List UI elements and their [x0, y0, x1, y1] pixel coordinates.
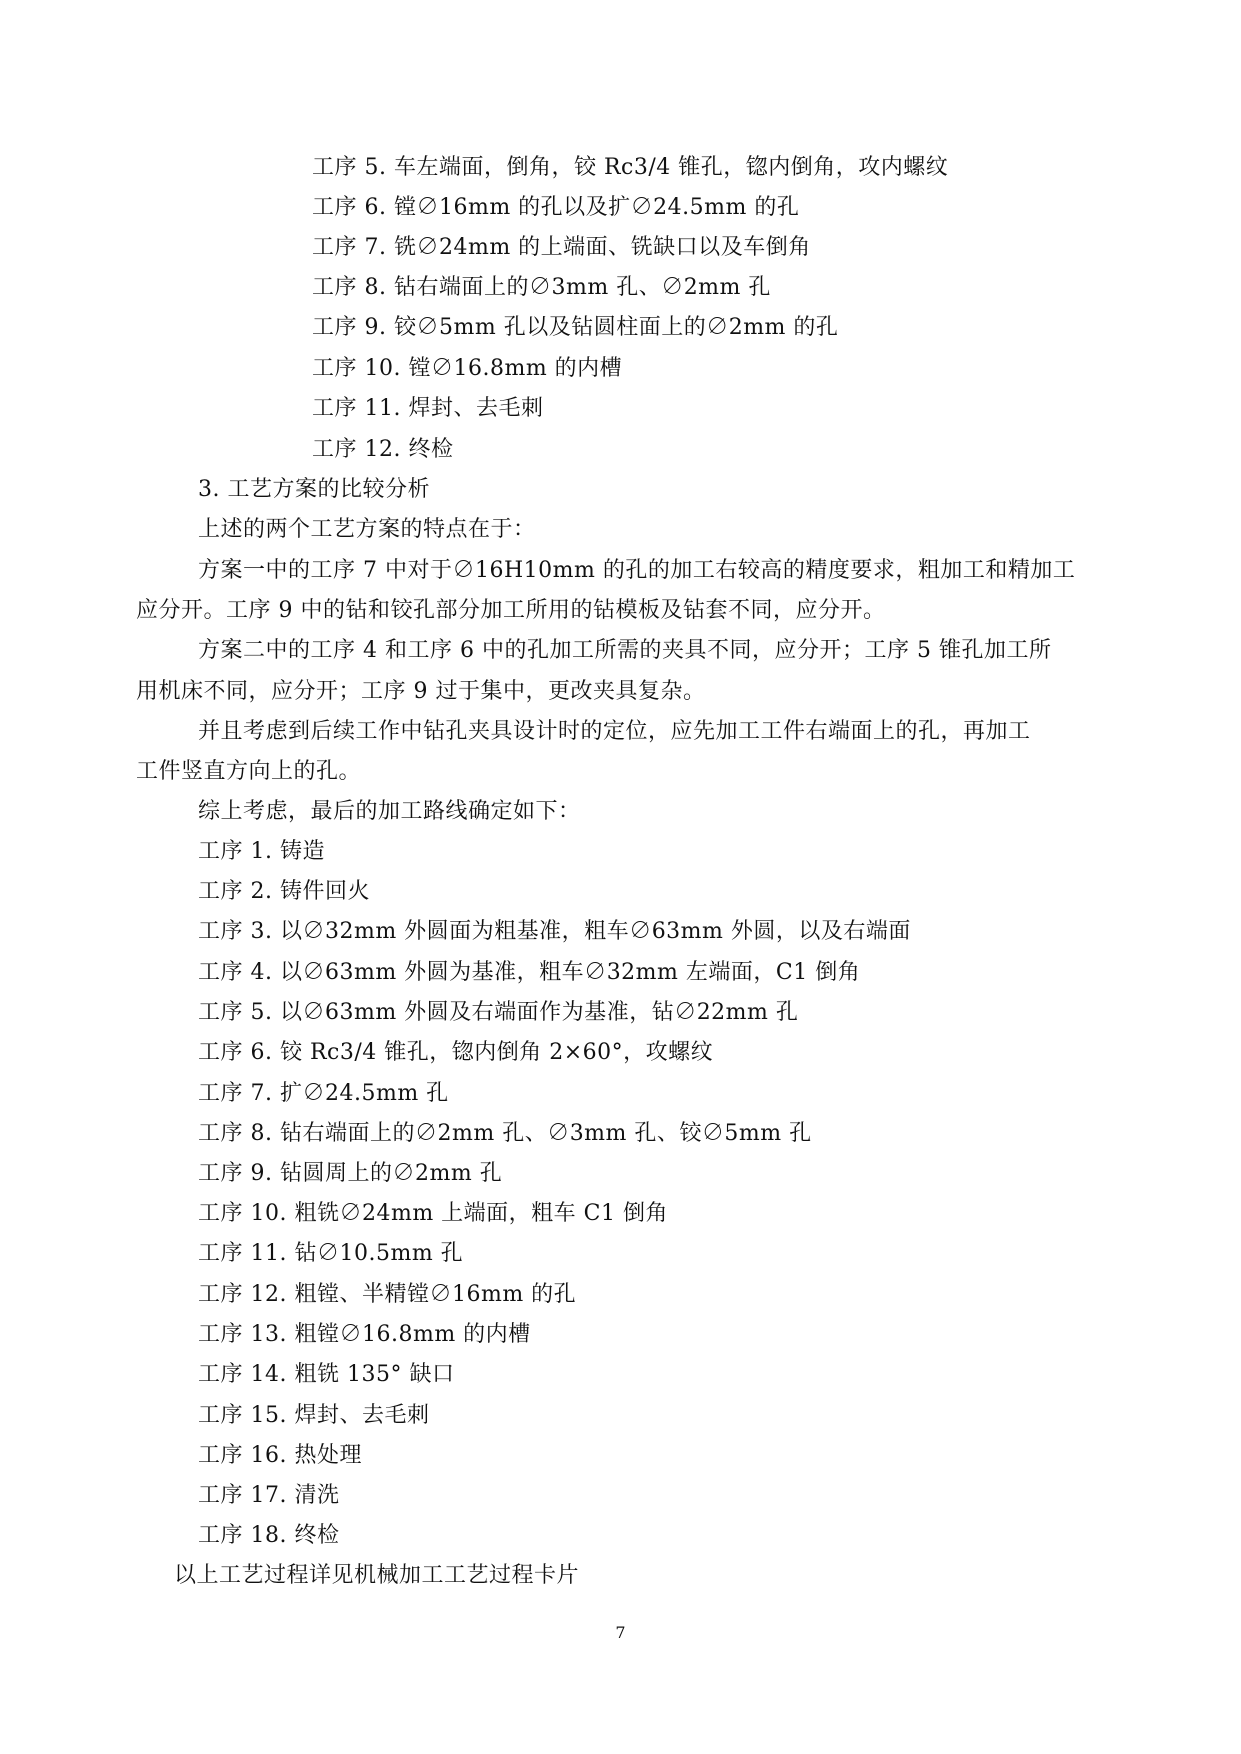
- upper-step: 工序 6. 镗∅16mm 的孔以及扩∅24.5mm 的孔: [312, 195, 800, 220]
- final-step: 工序 9. 钻圆周上的∅2mm 孔: [198, 1161, 503, 1186]
- paragraph-2-line-1: 方案二中的工序 4 和工序 6 中的孔加工所需的夹具不同，应分开；工序 5 锥孔加工所: [198, 638, 1052, 663]
- final-step: 工序 7. 扩∅24.5mm 孔: [198, 1081, 449, 1106]
- paragraph-3-line-1: 并且考虑到后续工作中钻孔夹具设计时的定位，应先加工工件右端面上的孔，再加工: [198, 719, 1031, 744]
- final-step: 工序 12. 粗镗、半精镗∅16mm 的孔: [198, 1282, 577, 1307]
- final-step: 工序 6. 铰 Rc3/4 锥孔，锪内倒角 2×60°，攻螺纹: [198, 1040, 714, 1065]
- final-step: 工序 18. 终检: [198, 1523, 340, 1548]
- section-heading: 3. 工艺方案的比较分析: [198, 477, 430, 502]
- final-step: 工序 16. 热处理: [198, 1443, 362, 1468]
- final-step: 工序 11. 钻∅10.5mm 孔: [198, 1241, 464, 1266]
- upper-step: 工序 10. 镗∅16.8mm 的内槽: [312, 356, 623, 381]
- final-step: 工序 13. 粗镗∅16.8mm 的内槽: [198, 1322, 531, 1347]
- upper-step: 工序 12. 终检: [312, 437, 454, 462]
- summary-text: 综上考虑，最后的加工路线确定如下：: [198, 799, 581, 824]
- final-step: 工序 5. 以∅63mm 外圆及右端面作为基准，钻∅22mm 孔: [198, 1000, 799, 1025]
- final-step: 工序 2. 铸件回火: [198, 879, 370, 904]
- final-step: 工序 4. 以∅63mm 外圆为基准，粗车∅32mm 左端面，C1 倒角: [198, 960, 861, 985]
- final-step: 工序 15. 焊封、去毛刺: [198, 1403, 430, 1428]
- final-step: 工序 3. 以∅32mm 外圆面为粗基准，粗车∅63mm 外圆，以及右端面: [198, 919, 911, 944]
- closing-text: 以上工艺过程详见机械加工工艺过程卡片: [174, 1563, 580, 1588]
- upper-step: 工序 5. 车左端面，倒角，铰 Rc3/4 锥孔，锪内倒角，攻内螺纹: [312, 155, 949, 180]
- page-number: 7: [615, 1623, 626, 1642]
- upper-step: 工序 8. 钻右端面上的∅3mm 孔、∅2mm 孔: [312, 275, 771, 300]
- upper-step: 工序 11. 焊封、去毛刺: [312, 396, 544, 421]
- paragraph-1-line-2: 应分开。工序 9 中的钻和铰孔部分加工所用的钻模板及钻套不同，应分开。: [136, 598, 886, 623]
- paragraph-3-line-2: 工件竖直方向上的孔。: [136, 759, 362, 784]
- final-step: 工序 1. 铸造: [198, 839, 325, 864]
- final-step: 工序 8. 钻右端面上的∅2mm 孔、∅3mm 孔、铰∅5mm 孔: [198, 1121, 812, 1146]
- paragraph-1-line-1: 方案一中的工序 7 中对于∅16H10mm 的孔的加工右较高的精度要求，粗加工和精加工: [198, 558, 1076, 583]
- upper-step: 工序 7. 铣∅24mm 的上端面、铣缺口以及车倒角: [312, 235, 811, 260]
- intro-text: 上述的两个工艺方案的特点在于：: [198, 517, 536, 542]
- final-step: 工序 14. 粗铣 135° 缺口: [198, 1362, 455, 1387]
- upper-step: 工序 9. 铰∅5mm 孔以及钻圆柱面上的∅2mm 的孔: [312, 315, 839, 340]
- paragraph-2-line-2: 用机床不同，应分开；工序 9 过于集中，更改夹具复杂。: [136, 679, 706, 704]
- final-step: 工序 10. 粗铣∅24mm 上端面，粗车 C1 倒角: [198, 1201, 669, 1226]
- final-step: 工序 17. 清洗: [198, 1483, 340, 1508]
